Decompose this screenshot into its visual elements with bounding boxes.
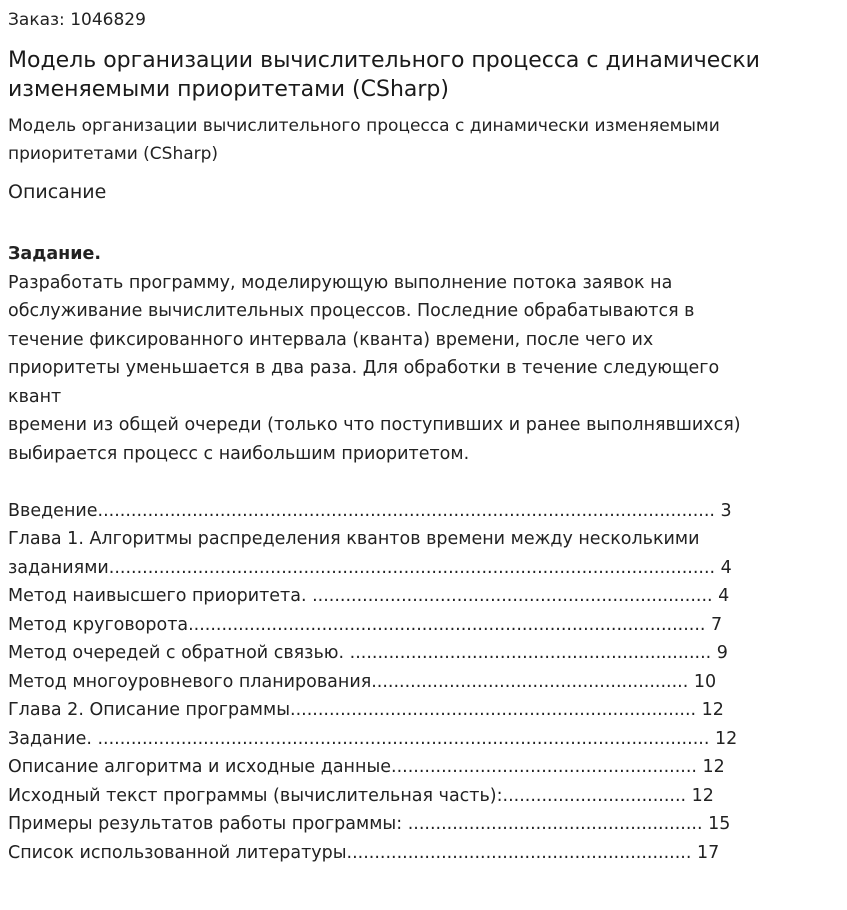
toc-item: Введение............................................................................................................... 3 [8,500,732,521]
toc-item: Глава 2. Описание программы......................................................................... 12 [8,700,724,720]
order-number: 1046829 [70,10,146,30]
task-heading: Задание. [8,244,102,264]
table-of-contents [8,497,839,868]
task-text: Разработать программу, моделирующую выполнение потока заявок на обслуживание вычислительных процессов. Последние обрабатываются в течение фиксированного интервала (кванта) времени, после чего их приоритеты уменьшается в два раза. Для обработки в течение следующего квант времени из общей очереди (только что поступивших и ранее выполнявшихся) выбирается процесс с наибольшим приоритетом. [8,272,741,464]
toc-item: Глава 1. Алгоритмы распределения квантов времени между несколькими заданиями............................................................................................................. 4 [8,529,732,578]
toc-item: Описание алгоритма и исходные данные....................................................... 12 [8,757,725,777]
description-heading: Описание [8,181,107,203]
toc-item: Примеры результатов работы программы: ..................................................... 15 [8,814,731,834]
toc-item: Исходный текст программы (вычислительная часть):................................. 12 [8,785,714,806]
page-subtitle: Модель организации вычислительного процесса с динамически изменяемыми приоритетами (CSharp) [8,116,720,164]
toc-item: Метод многоуровневого планирования......................................................... 10 [8,671,717,692]
order-line [8,8,839,32]
toc-item: Метод очередей с обратной связью. ................................................................. 9 [8,643,728,663]
toc-item: Задание. .............................................................................................................. 12 [8,728,738,749]
order-label: Заказ: [8,10,65,30]
page-title: Модель организации вычислительного процесса с динамически изменяемыми приоритетами (CSharp) [8,48,760,102]
toc-item: Список использованной литературы.............................................................. 17 [8,842,720,863]
toc-item: Метод круговорота............................................................................................. 7 [8,614,723,635]
toc-item: Метод наивысшего приоритета. ........................................................................ 4 [8,586,730,606]
